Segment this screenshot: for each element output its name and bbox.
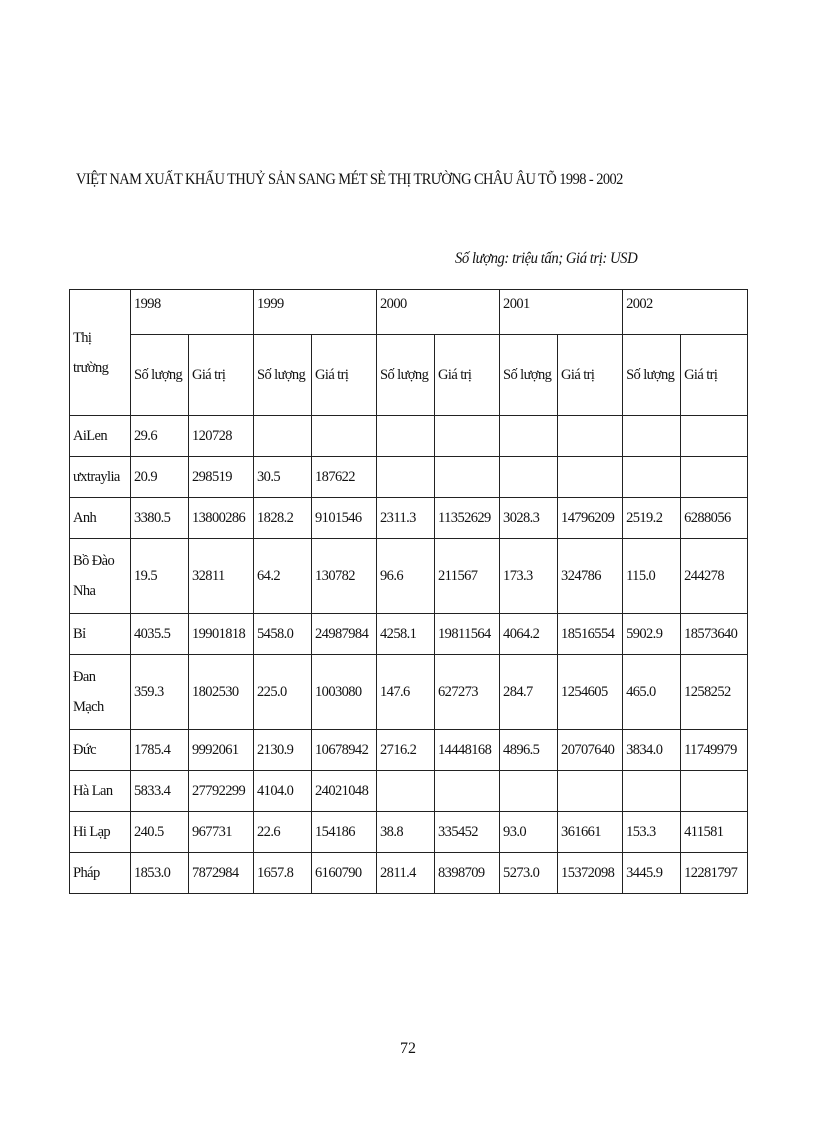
- value-cell: 24021048: [312, 771, 377, 812]
- value-cell: 14796209: [558, 498, 623, 539]
- quantity-cell: 153.3: [623, 812, 681, 853]
- table-body: [70, 290, 748, 894]
- value-cell: 361661: [558, 812, 623, 853]
- quantity-cell: 4258.1: [377, 614, 435, 655]
- quantity-cell: 20.9: [131, 457, 189, 498]
- quantity-cell: 22.6: [254, 812, 312, 853]
- value-cell: 9992061: [189, 730, 254, 771]
- value-cell: 11749979: [681, 730, 748, 771]
- value-cell: 32811: [189, 539, 254, 614]
- export-table: [69, 289, 748, 894]
- quantity-cell: 3380.5: [131, 498, 189, 539]
- header-value: Giá trị: [435, 335, 500, 416]
- quantity-cell: [377, 771, 435, 812]
- value-cell: 14448168: [435, 730, 500, 771]
- value-cell: 130782: [312, 539, 377, 614]
- value-cell: 12281797: [681, 853, 748, 894]
- quantity-cell: 5458.0: [254, 614, 312, 655]
- value-cell: 6288056: [681, 498, 748, 539]
- value-cell: 20707640: [558, 730, 623, 771]
- quantity-cell: [377, 416, 435, 457]
- header-row-years: [70, 290, 748, 335]
- value-cell: 18516554: [558, 614, 623, 655]
- value-cell: 1802530: [189, 655, 254, 730]
- value-cell: 11352629: [435, 498, 500, 539]
- value-cell: [435, 416, 500, 457]
- quantity-cell: 240.5: [131, 812, 189, 853]
- quantity-cell: [500, 416, 558, 457]
- header-value: Giá trị: [558, 335, 623, 416]
- value-cell: 1254605: [558, 655, 623, 730]
- value-cell: 627273: [435, 655, 500, 730]
- market-cell: Pháp: [70, 853, 131, 894]
- value-cell: 19901818: [189, 614, 254, 655]
- table-row: [70, 416, 748, 457]
- value-cell: [681, 416, 748, 457]
- quantity-cell: 5273.0: [500, 853, 558, 894]
- value-cell: [312, 416, 377, 457]
- header-qty: Số lượng: [377, 335, 435, 416]
- header-value: Giá trị: [312, 335, 377, 416]
- quantity-cell: 1853.0: [131, 853, 189, 894]
- table-row: [70, 853, 748, 894]
- quantity-cell: [623, 457, 681, 498]
- value-cell: 15372098: [558, 853, 623, 894]
- quantity-cell: 359.3: [131, 655, 189, 730]
- quantity-cell: 38.8: [377, 812, 435, 853]
- value-cell: 18573640: [681, 614, 748, 655]
- quantity-cell: 115.0: [623, 539, 681, 614]
- table-row: [70, 614, 748, 655]
- value-cell: 24987984: [312, 614, 377, 655]
- table-row: [70, 457, 748, 498]
- quantity-cell: 2811.4: [377, 853, 435, 894]
- market-cell: Bồ Đào Nha: [70, 539, 131, 614]
- value-cell: 187622: [312, 457, 377, 498]
- value-cell: [681, 771, 748, 812]
- value-cell: 298519: [189, 457, 254, 498]
- value-cell: 244278: [681, 539, 748, 614]
- value-cell: 324786: [558, 539, 623, 614]
- quantity-cell: 4896.5: [500, 730, 558, 771]
- quantity-cell: 3834.0: [623, 730, 681, 771]
- quantity-cell: 96.6: [377, 539, 435, 614]
- value-cell: 6160790: [312, 853, 377, 894]
- value-cell: 1258252: [681, 655, 748, 730]
- table-row: [70, 498, 748, 539]
- quantity-cell: 5902.9: [623, 614, 681, 655]
- quantity-cell: 30.5: [254, 457, 312, 498]
- quantity-cell: 284.7: [500, 655, 558, 730]
- value-cell: 154186: [312, 812, 377, 853]
- value-cell: [435, 771, 500, 812]
- quantity-cell: 2716.2: [377, 730, 435, 771]
- value-cell: 13800286: [189, 498, 254, 539]
- value-cell: [558, 457, 623, 498]
- header-market: Thị trường: [70, 290, 131, 416]
- market-cell: Hi Lạp: [70, 812, 131, 853]
- value-cell: 7872984: [189, 853, 254, 894]
- header-value: Giá trị: [681, 335, 748, 416]
- quantity-cell: 29.6: [131, 416, 189, 457]
- quantity-cell: [623, 416, 681, 457]
- value-cell: 211567: [435, 539, 500, 614]
- quantity-cell: [500, 771, 558, 812]
- value-cell: 967731: [189, 812, 254, 853]
- quantity-cell: 225.0: [254, 655, 312, 730]
- quantity-cell: 465.0: [623, 655, 681, 730]
- quantity-cell: 4035.5: [131, 614, 189, 655]
- header-qty: Số lượng: [623, 335, 681, 416]
- value-cell: 9101546: [312, 498, 377, 539]
- value-cell: [558, 771, 623, 812]
- quantity-cell: 2519.2: [623, 498, 681, 539]
- quantity-cell: 19.5: [131, 539, 189, 614]
- table-row: [70, 771, 748, 812]
- quantity-cell: 1657.8: [254, 853, 312, 894]
- quantity-cell: 4064.2: [500, 614, 558, 655]
- header-row-sub: [70, 335, 748, 416]
- header-qty: Số lượng: [131, 335, 189, 416]
- market-cell: Đan Mạch: [70, 655, 131, 730]
- value-cell: 335452: [435, 812, 500, 853]
- header-year-2001: 2001: [500, 290, 623, 335]
- market-cell: AiLen: [70, 416, 131, 457]
- value-cell: 411581: [681, 812, 748, 853]
- page-number: 72: [400, 1040, 416, 1057]
- market-cell: ưxtraylia: [70, 457, 131, 498]
- value-cell: 27792299: [189, 771, 254, 812]
- quantity-cell: 1785.4: [131, 730, 189, 771]
- quantity-cell: 173.3: [500, 539, 558, 614]
- value-cell: 10678942: [312, 730, 377, 771]
- table-row: [70, 730, 748, 771]
- header-year-2000: 2000: [377, 290, 500, 335]
- market-cell: Anh: [70, 498, 131, 539]
- header-year-1999: 1999: [254, 290, 377, 335]
- quantity-cell: 64.2: [254, 539, 312, 614]
- header-value: Giá trị: [189, 335, 254, 416]
- value-cell: [558, 416, 623, 457]
- market-cell: Đức: [70, 730, 131, 771]
- quantity-cell: [377, 457, 435, 498]
- quantity-cell: 3028.3: [500, 498, 558, 539]
- value-cell: [681, 457, 748, 498]
- document-title: VIỆT NAM XUẤT KHẨU THUỶ SẢN SANG MÉT SÈ THỊ TRƯỜNG CHÂU ÂU TÕ 1998 - 2002: [76, 171, 623, 188]
- table-row: [70, 812, 748, 853]
- quantity-cell: [623, 771, 681, 812]
- header-year-1998: 1998: [131, 290, 254, 335]
- quantity-cell: [254, 416, 312, 457]
- quantity-cell: 93.0: [500, 812, 558, 853]
- quantity-cell: 4104.0: [254, 771, 312, 812]
- table-row: [70, 655, 748, 730]
- value-cell: 19811564: [435, 614, 500, 655]
- header-qty: Số lượng: [254, 335, 312, 416]
- market-cell: Hà Lan: [70, 771, 131, 812]
- quantity-cell: 1828.2: [254, 498, 312, 539]
- table-row: [70, 539, 748, 614]
- quantity-cell: 5833.4: [131, 771, 189, 812]
- quantity-cell: 147.6: [377, 655, 435, 730]
- unit-note: Số lượng: triệu tấn; Giá trị: USD: [455, 250, 638, 267]
- value-cell: 8398709: [435, 853, 500, 894]
- quantity-cell: 2311.3: [377, 498, 435, 539]
- market-cell: Bỉ: [70, 614, 131, 655]
- quantity-cell: 2130.9: [254, 730, 312, 771]
- quantity-cell: [500, 457, 558, 498]
- header-qty: Số lượng: [500, 335, 558, 416]
- value-cell: [435, 457, 500, 498]
- value-cell: 1003080: [312, 655, 377, 730]
- value-cell: 120728: [189, 416, 254, 457]
- quantity-cell: 3445.9: [623, 853, 681, 894]
- header-year-2002: 2002: [623, 290, 748, 335]
